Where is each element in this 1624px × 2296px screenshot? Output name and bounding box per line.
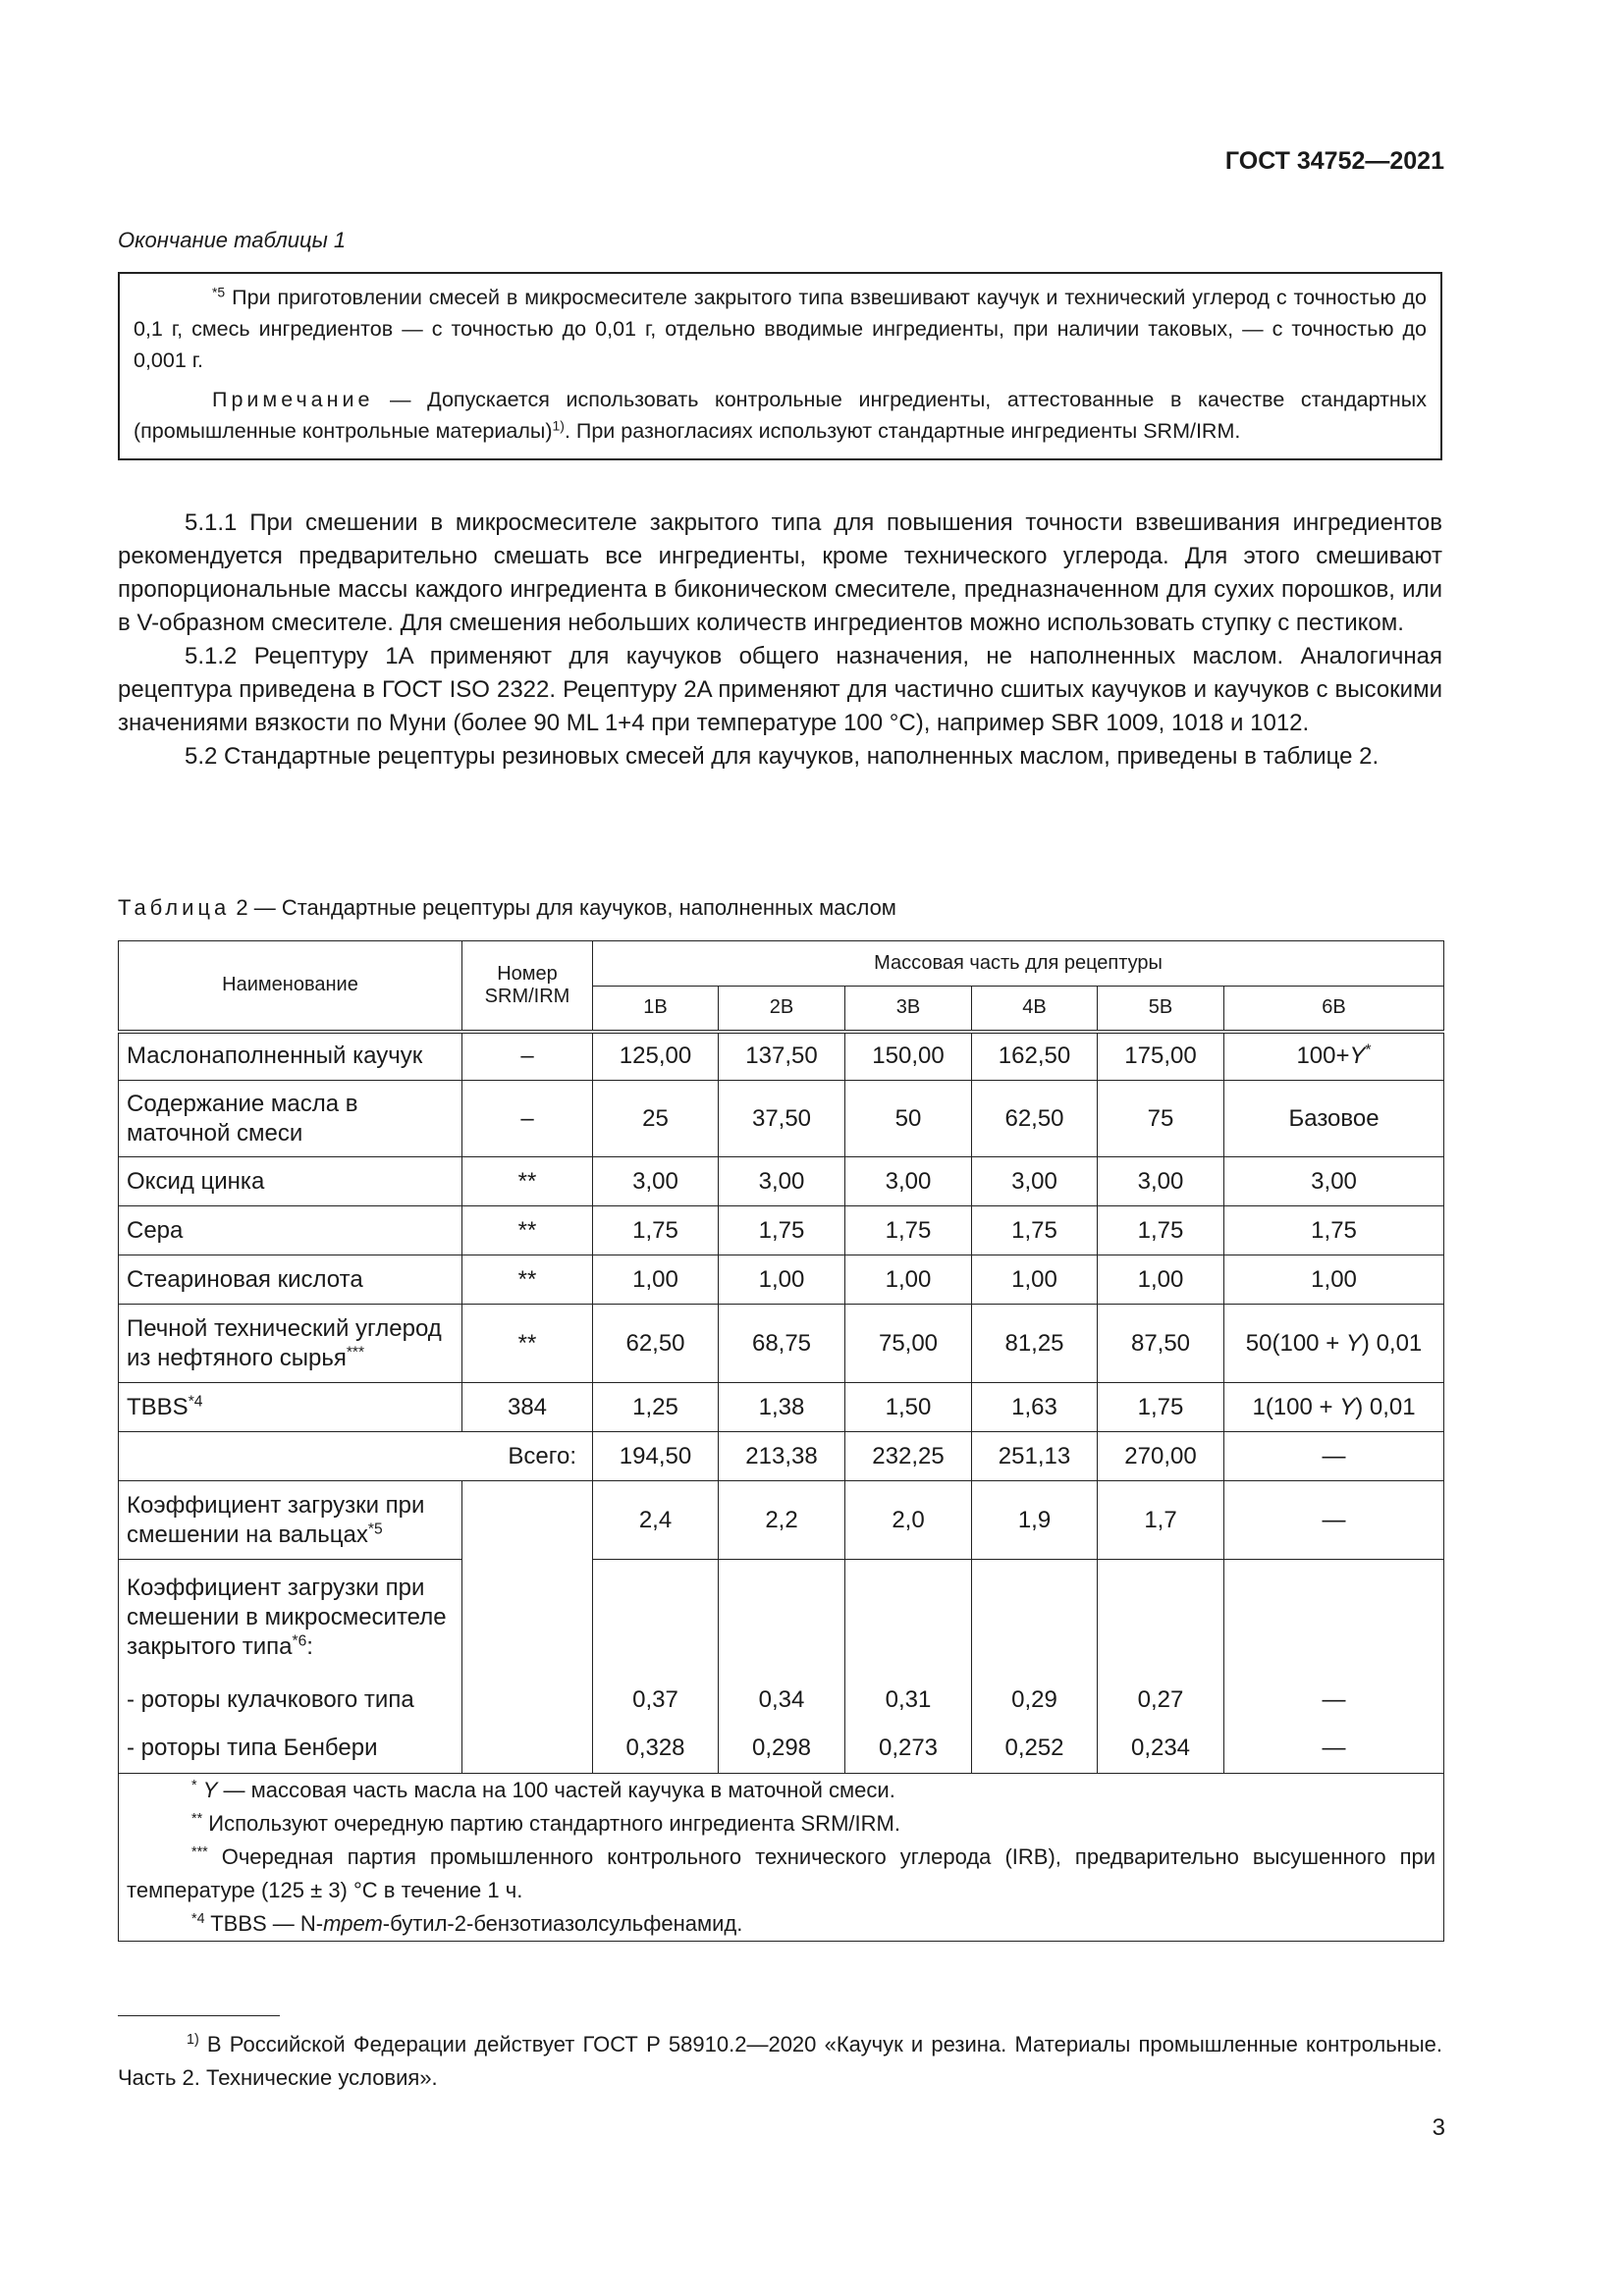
paragraph-5-1-1: 5.1.1 При смешении в микросмесителе закрытого типа для повышения точности взвешивания ингредиентов рекомендуется предварительно смешать все ингредиенты, кроме технического углерода. Для этого смешивают пропорциональные массы каждого ингредиента в биконическом смесителе, предназначенном для сухих порошков, или в V-образном смесителе. Для смешения небольших количеств ингредиентов можно использовать ступку с пестиком. xyxy=(118,509,1442,636)
header-number: Номер SRM/IRM xyxy=(462,941,593,1032)
col-header: 3B xyxy=(845,987,972,1032)
paragraph-5-2: 5.2 Стандартные рецептуры резиновых смесей для каучуков, наполненных маслом, приведены в таблице 2. xyxy=(185,743,1380,770)
col-header: 6B xyxy=(1224,987,1444,1032)
table-row: Коэффициент загрузки при смешении на вальцах$^{*5}$ 2,4 2,2 2,0 1,9 1,7 — xyxy=(119,1481,1444,1560)
paragraph-5-1-2: 5.1.2 Рецептуру 1A применяют для каучуков общего назначения, не наполненных маслом. Аналогичная рецептура приведена в ГОСТ ISO 2322. Рецептуру 2A применяют для частично сшитых каучуков и каучуков с высокими значениями вязкости по Муни (более 90 ML 1+4 при температуре 100 °С), например SBR 1009, 1018 и 1012. xyxy=(118,643,1442,736)
table-notes-row xyxy=(119,1774,1444,1942)
col-header: 1B xyxy=(593,987,719,1032)
footnote-divider xyxy=(118,2015,280,2016)
table-row: Маслонаполненный каучук – 125,00 137,50 150,00 162,50 175,00 100+Y* xyxy=(119,1032,1444,1081)
table1-footnote: $^{*5}$ При приготовлении смесей в микросмесителе закрытого типа взвешивают каучук и технический углерод с точностью до 0,1 г, смесь ингредиентов — с точностью до 0,01 г, отдельно вводимые ингредиенты, при наличии таковых, — с точностью до 0,001 г. xyxy=(134,284,1427,372)
col-header: 2B xyxy=(719,987,845,1032)
col-header: 4B xyxy=(972,987,1098,1032)
table-row: Печной технический углерод из нефтяного сырья*** ** 62,50 68,75 75,00 81,25 87,50 50(100 + Y) 0,01 xyxy=(119,1305,1444,1383)
table-row: TBBS$^{*4}$ 384 1,25 1,38 1,50 1,63 1,75 1(100 + Y) 0,01 xyxy=(119,1383,1444,1432)
table2 xyxy=(118,940,1444,1942)
table1-remark: Примечание — Допускается использовать контрольные ингредиенты, аттестованные в качестве стандартных (промышленные контрольные материалы)$^{1)}$. При разногласиях используют стандартные ингредиенты SRM/IRM. xyxy=(134,388,1427,443)
page-footnote: $^{1)}$ В Российской Федерации действует ГОСТ Р 58910.2—2020 «Каучук и резина. Материалы промышленные контрольные. Часть 2. Технические условия». xyxy=(118,2032,1442,2090)
table2-caption: Таблица 2 — Стандартные рецептуры для каучуков, наполненных маслом xyxy=(118,895,896,920)
table-note-3: *** Очередная партия промышленного контрольного технического углерода (IRB), предварительно высушенного при температуре (125 ± 3) °С в течение 1 ч. xyxy=(127,1844,1436,1902)
page-number: 3 xyxy=(1432,2114,1445,2141)
table1-note-box xyxy=(118,272,1442,460)
header-mass-fraction: Массовая часть для рецептуры xyxy=(593,941,1444,987)
table-continuation-title: Окончание таблицы 1 xyxy=(118,228,347,252)
table-row: - роторы типа Бенбери 0,328 0,298 0,273 0,252 0,234 — xyxy=(119,1725,1444,1774)
table-row: Стеариновая кислота ** 1,00 1,00 1,00 1,00 1,00 1,00 xyxy=(119,1255,1444,1305)
col-header: 5B xyxy=(1098,987,1224,1032)
table-note-4: $^{*4}$ TBBS — N-трет-бутил-2-бензотиазолсульфенамид. xyxy=(191,1911,743,1936)
total-row: Всего: 194,50 213,38 232,25 251,13 270,00 — xyxy=(119,1432,1444,1481)
header-name: Наименование xyxy=(119,941,462,1032)
table-note-1: * Y — массовая часть масла на 100 частей каучука в маточной смеси. xyxy=(191,1778,895,1802)
table-note-2: ** Используют очередную партию стандартного ингредиента SRM/IRM. xyxy=(191,1811,900,1836)
table-row: Сера ** 1,75 1,75 1,75 1,75 1,75 1,75 xyxy=(119,1206,1444,1255)
table-row: Содержание масла в маточной смеси – 25 37,50 50 62,50 75 Базовое xyxy=(119,1081,1444,1157)
table-row: Оксид цинка ** 3,00 3,00 3,00 3,00 3,00 3,00 xyxy=(119,1157,1444,1206)
table-row: - роторы кулачкового типа 0,37 0,34 0,31 0,29 0,27 — xyxy=(119,1676,1444,1725)
table-row: Коэффициент загрузки при смешении в микросмесителе закрытого типа$^{*6}$: xyxy=(119,1560,1444,1676)
document-number: ГОСТ 34752—2021 xyxy=(1224,147,1444,175)
body-text xyxy=(118,507,1442,774)
